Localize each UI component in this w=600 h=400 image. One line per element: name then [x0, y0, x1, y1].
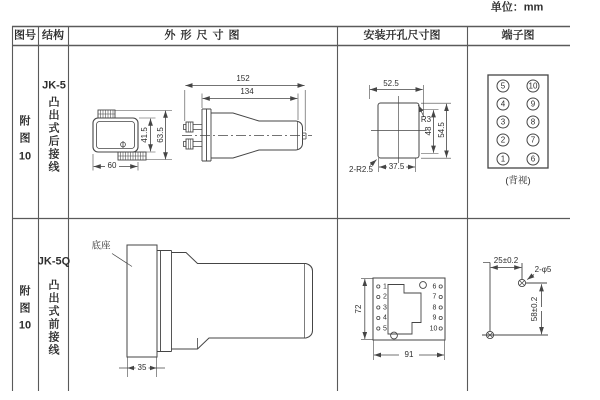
dim-inner-height: 41.5	[140, 127, 149, 143]
dim-body-length: 134	[240, 87, 254, 96]
row2-structure-char: 接	[48, 331, 60, 344]
terminal-6: 6	[527, 152, 540, 165]
dim-base-width: 35	[137, 363, 147, 372]
row1-structure-char: 式	[48, 122, 60, 135]
pin-2: 2	[383, 293, 387, 301]
row2-structure-char: 出	[48, 292, 60, 305]
dim-plate-height: 72	[353, 304, 363, 314]
dim-hole-spacing-vertical: 58±0.2	[530, 296, 539, 322]
header-fig-no: 图号	[14, 29, 36, 42]
pin-9: 9	[432, 314, 437, 322]
header-install-drawing: 安装开孔尺寸图	[363, 29, 441, 42]
dim-cutout-inner-height: 48	[423, 126, 433, 136]
row2-fig-char: 图	[19, 302, 31, 315]
pin-5: 5	[383, 325, 387, 332]
terminal-2: 2	[497, 134, 510, 147]
row1-fig-char: 图	[19, 132, 31, 145]
dim-corner-radius: R3	[420, 115, 432, 124]
dim-outer-height: 63.5	[155, 127, 165, 143]
terminal-5: 5	[497, 79, 510, 92]
dim-hole-spacing-horizontal: 25±0.2	[493, 255, 519, 265]
row2-outline-drawing	[112, 245, 313, 377]
header-terminal-diagram: 端子图	[501, 29, 535, 42]
row1-structure-char: 接	[48, 148, 60, 161]
terminal-10: 10	[527, 79, 540, 92]
dim-cutout-top-width: 52.5	[383, 79, 399, 88]
terminal-1: 1	[497, 152, 510, 165]
terminal-9: 9	[527, 97, 540, 110]
row1-fig-char: 附	[19, 115, 31, 128]
terminal-3: 3	[497, 116, 510, 129]
dim-cutout-bottom-width: 37.5	[388, 162, 405, 171]
dim-cutout-outer-height: 54.5	[437, 122, 446, 138]
row1-structure-char: 后	[48, 135, 60, 148]
dim-hole-diameter-note: 2-φ5	[534, 264, 552, 274]
header-structure: 结构	[42, 29, 64, 42]
terminal-4: 4	[497, 97, 510, 110]
row2-fig-number: 10	[18, 319, 32, 332]
terminal-8: 8	[527, 116, 540, 129]
dim-plate-width: 91	[404, 350, 414, 359]
row2-fig-char: 附	[19, 285, 31, 298]
terminal-7: 7	[527, 134, 540, 147]
row1-fig-number: 10	[18, 150, 32, 163]
dim-overall-length: 152	[236, 74, 250, 83]
dim-width: 60	[107, 161, 117, 170]
pin-7: 7	[432, 293, 437, 301]
row2-structure-char: 线	[48, 344, 60, 357]
row2-model-label: JK-5Q	[37, 255, 71, 268]
pin-1: 1	[383, 283, 387, 290]
row2-structure-char: 凸	[48, 279, 60, 292]
unit-label: 单位：mm	[490, 1, 544, 14]
row1-structure-char: 线	[48, 161, 60, 174]
row2-structure-char: 式	[48, 305, 60, 318]
pin-8: 8	[432, 304, 437, 311]
header-outline-drawing: 外形尺寸图	[164, 29, 245, 42]
row1-structure-char: 出	[48, 109, 60, 122]
dim-corner-holes-note: 2-R2.5	[348, 165, 374, 174]
pin-4: 4	[383, 314, 387, 322]
base-label: 底座	[91, 240, 111, 252]
row1-model-label: JK-5	[42, 79, 66, 92]
pin-6: 6	[432, 283, 437, 290]
pin-3: 3	[383, 304, 387, 311]
row1-structure-char: 凸	[48, 96, 60, 109]
pin-10: 10	[429, 325, 438, 332]
row1-side-view-drawing	[182, 86, 312, 162]
terminal-view-caption: (背视)	[505, 174, 531, 186]
row2-structure-char: 前	[48, 318, 60, 331]
